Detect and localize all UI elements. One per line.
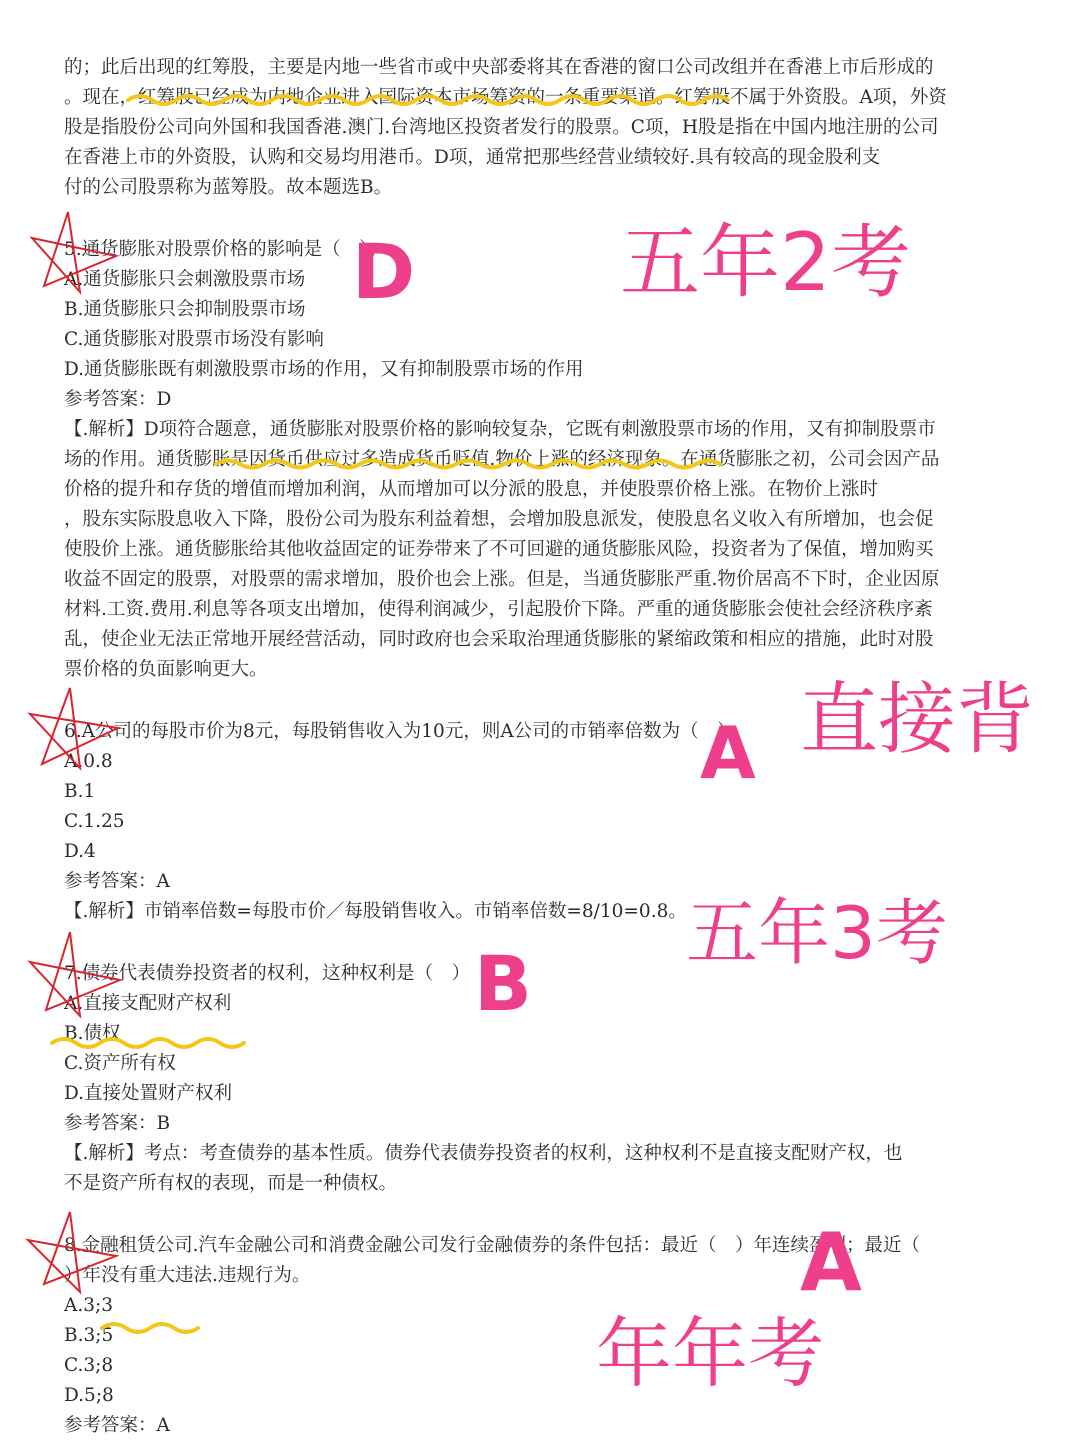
analysis-line: 收益不固定的股票，对股票的需求增加，股价也会上涨。但是，当通货膨胀严重.物价居高不下时，企业因原 — [64, 569, 940, 590]
question-8: 8.金融租赁公司.汽车金融公司和消费金融公司发行金融债券的条件包括：最近（ ）年连续盈利；最近（ — [64, 1235, 921, 1256]
analysis-line: 【.解析】D项符合题意，通货膨胀对股票价格的影响较复杂，它既有刺激股票市场的作用，又有抑制股票市 — [64, 419, 936, 440]
option-d: D.5;8 — [64, 1385, 114, 1406]
handwritten-answer: B — [474, 939, 532, 1028]
option-c: C.资产所有权 — [64, 1053, 176, 1074]
analysis-line: 使股价上涨。通货膨胀给其他收益固定的证券带来了不可回避的通货膨胀风险，投资者为了保值，增加购买 — [64, 539, 934, 560]
analysis-line: 【.解析】市销率倍数=每股市价／每股销售收入。市销率倍数=8/10=0.8。 — [64, 901, 687, 922]
option-a: A.0.8 — [64, 751, 113, 772]
text-line: 在香港上市的外资股，认购和交易均用港币。D项，通常把那些经营业绩较好.具有较高的现金股利支 — [64, 147, 881, 168]
handwritten-note: 年年考 — [596, 1309, 824, 1398]
option-b: B.1 — [64, 781, 96, 802]
text-line: 付的公司股票称为蓝筹股。故本题选B。 — [64, 177, 393, 198]
answer: 参考答案：A — [64, 871, 170, 892]
text-line: 。现在，红筹股已经成为内地企业进入国际资本市场筹资的一条重要渠道。红筹股不属于外资股。A项，外资 — [64, 87, 947, 108]
analysis-line: 价格的提升和存货的增值而增加利润，从而增加可以分派的股息，并使股票价格上涨。在物价上涨时 — [64, 479, 879, 500]
option-a: A.直接支配财产权利 — [64, 993, 232, 1014]
option-b: B.3;5 — [64, 1325, 114, 1346]
analysis-line: ，股东实际股息收入下降，股份公司为股东利益着想，会增加股息派发，使股息名义收入有所增加，也会促 — [64, 509, 934, 530]
analysis-line: 不是资产所有权的表现，而是一种债权。 — [64, 1173, 398, 1194]
analysis-line: 乱，使企业无法正常地开展经营活动，同时政府也会采取治理通货膨胀的紧缩政策和相应的措施，此时对股 — [64, 629, 934, 650]
option-b: B.债权 — [64, 1023, 121, 1044]
handwritten-note: 直接背 — [800, 675, 1035, 765]
question-7: 7.债券代表债券投资者的权利，这种权利是（ ） — [64, 963, 471, 984]
question-6: 6.A公司的每股市价为8元，每股销售收入为10元，则A公司的市销率倍数为（ ）。 — [64, 721, 745, 742]
analysis-line: 场的作用。通货膨胀是因货币供应过多造成货币贬值.物价上涨的经济现象。在通货膨胀之初，公司会因产品 — [64, 449, 940, 470]
answer: 参考答案：A — [64, 1415, 170, 1436]
option-c: C.1.25 — [64, 811, 125, 832]
answer: 参考答案：B — [64, 1113, 171, 1134]
question-5: 5.通货膨胀对股票价格的影响是（ ）。 — [64, 239, 387, 260]
handwritten-note: 五年3考 — [686, 891, 948, 975]
handwritten-answer: A — [800, 1216, 862, 1309]
option-a: A.3;3 — [64, 1295, 114, 1316]
text-line: 股是指股份公司向外国和我国香港.澳门.台湾地区投资者发行的股票。C项，H股是指在中国内地注册的公司 — [64, 117, 939, 138]
option-c: C.通货膨胀对股票市场没有影响 — [64, 329, 324, 350]
handwritten-answer: D — [352, 227, 416, 316]
handwritten-note: 五年2考 — [620, 216, 911, 309]
option-b: B.通货膨胀只会抑制股票市场 — [64, 299, 306, 320]
answer: 参考答案：D — [64, 389, 172, 410]
analysis-line: 【.解析】考点：考查债券的基本性质。债券代表债券投资者的权利，这种权利不是直接支配财产权，也 — [64, 1143, 903, 1164]
analysis-line: 票价格的负面影响更大。 — [64, 659, 268, 680]
handwritten-answer: A — [700, 711, 756, 795]
option-d: D.通货膨胀既有刺激股票市场的作用，又有抑制股票市场的作用 — [64, 359, 584, 380]
option-d: D.4 — [64, 841, 96, 862]
option-a: A.通货膨胀只会刺激股票市场 — [64, 269, 306, 290]
question-8-cont: ）年没有重大违法.违规行为。 — [64, 1265, 311, 1286]
text-line: 的；此后出现的红筹股，主要是内地一些省市或中央部委将其在香港的窗口公司改组并在香港上市后形成的 — [64, 57, 934, 78]
option-d: D.直接处置财产权利 — [64, 1083, 233, 1104]
option-c: C.3;8 — [64, 1355, 114, 1376]
analysis-line: 材料.工资.费用.利息等各项支出增加，使得利润减少，引起股价下降。严重的通货膨胀会使社会经济秩序紊 — [64, 599, 933, 620]
